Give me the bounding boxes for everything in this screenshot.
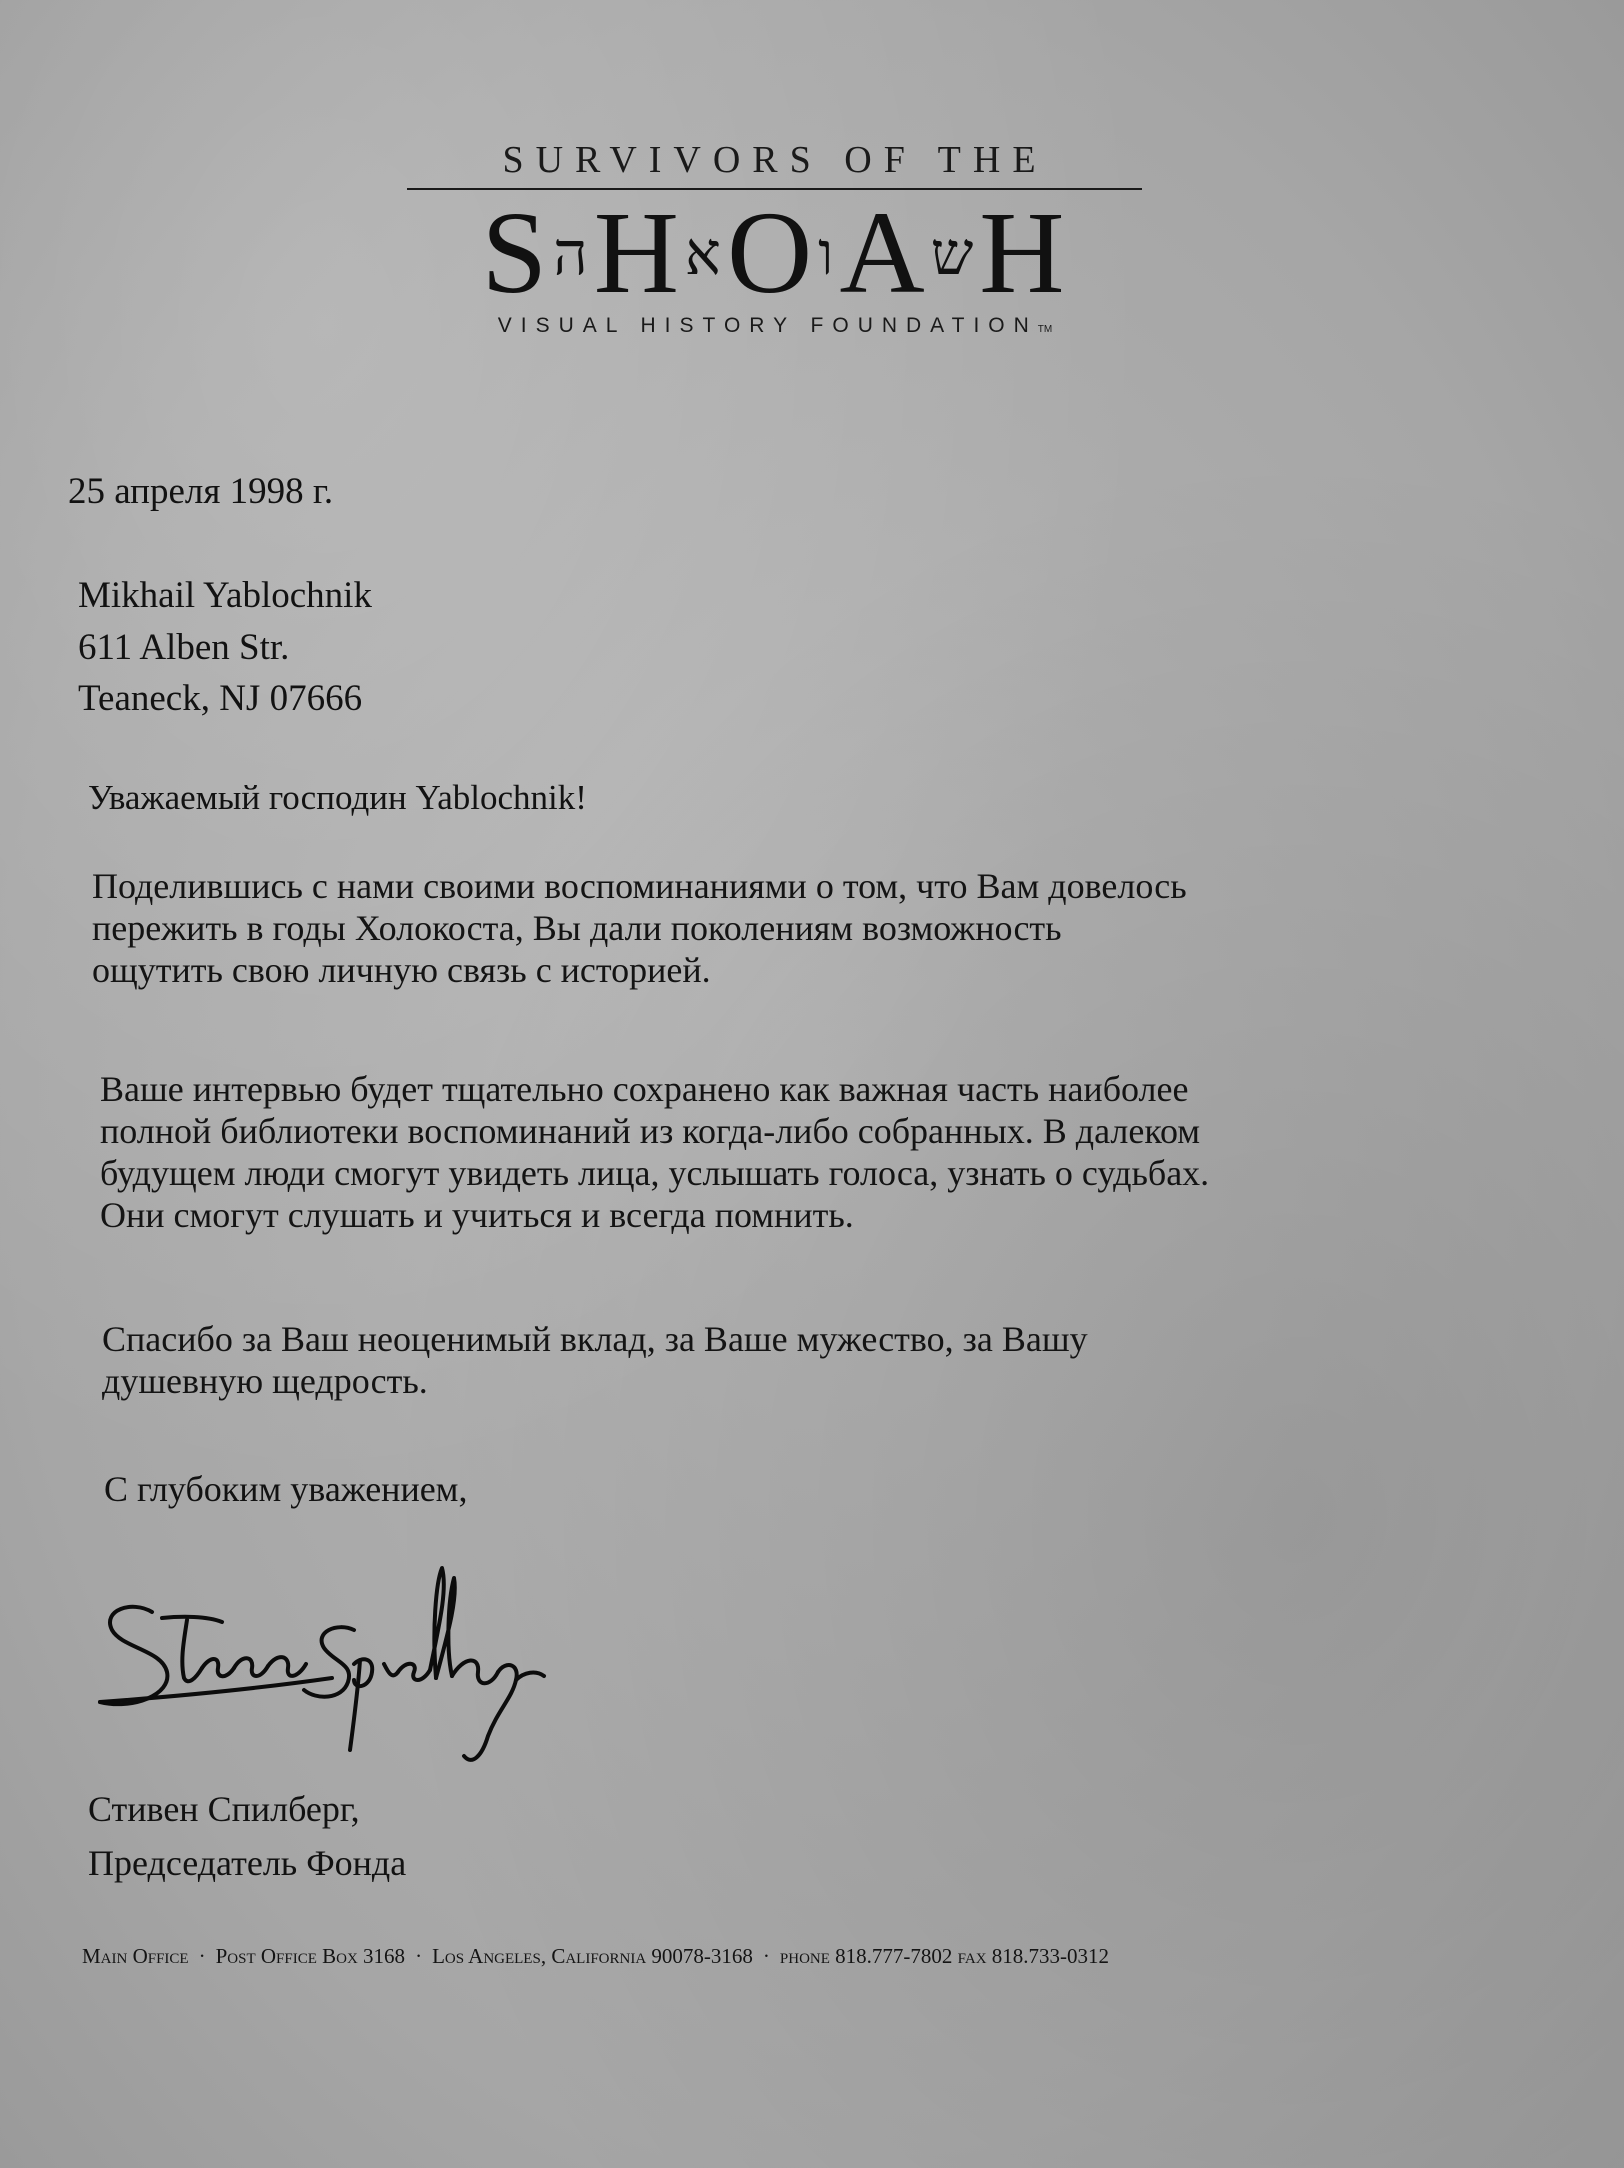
body-paragraph-1 [92, 865, 1187, 991]
recipient-name: Mikhail Yablochnik [78, 575, 372, 616]
paragraph-line: Поделившись с нами своими воспоминаниями о том, что Вам довелось [92, 866, 1187, 906]
footer-phone-fax: phone 818.777-7802 fax 818.733-0312 [779, 1944, 1110, 1968]
letterhead-top-text: SURVIVORS OF THE [502, 139, 1048, 181]
letterhead-footer [82, 1944, 1572, 1969]
letterhead-bottom-text [405, 314, 1145, 338]
body-paragraph-2 [100, 1068, 1209, 1236]
footer-main-office: Main Office [82, 1944, 189, 1968]
wordmark-hebrew-letter: ה [553, 221, 592, 287]
letter-greeting: Уважаемый господин Yablochnik! [88, 778, 587, 817]
letter-date: 25 апреля 1998 г. [68, 471, 334, 512]
footer-separator: · [415, 1944, 423, 1968]
paragraph-line: пережить в годы Холокоста, Вы дали поколениям возможность [92, 908, 1062, 948]
wordmark-letter: H [593, 187, 683, 318]
wordmark-letter: A [839, 187, 929, 318]
wordmark-hebrew-letter: ו [818, 221, 838, 287]
paragraph-line: полной библиотеки воспоминаний из когда-либо собранных. В далеком [100, 1111, 1201, 1151]
wordmark-letter: H [979, 187, 1069, 318]
wordmark-letter: S [481, 187, 552, 318]
footer-po-box: Post Office Box 3168 [215, 1944, 406, 1968]
footer-city: Los Angeles, California 90078-3168 [432, 1944, 753, 1968]
letter-closing: С глубоким уважением, [104, 1469, 468, 1509]
letterhead-shoah-wordmark [405, 188, 1145, 319]
paragraph-line: будущем люди смогут увидеть лица, услышать голоса, узнать о судьбах. [100, 1153, 1210, 1193]
handwritten-signature [92, 1560, 552, 1770]
body-paragraph-3 [102, 1318, 1088, 1402]
wordmark-hebrew-letter: ש [930, 221, 978, 287]
recipient-city: Teaneck, NJ 07666 [78, 678, 363, 719]
footer-separator: · [762, 1944, 770, 1968]
letterhead-foundation-name: VISUAL HISTORY FOUNDATION [497, 314, 1038, 337]
trademark-mark: TM [1037, 324, 1053, 335]
signer-title: Председатель Фонда [88, 1843, 407, 1883]
paragraph-line: Спасибо за Ваш неоценимый вклад, за Ваше мужество, за Вашу [102, 1319, 1088, 1359]
paragraph-line: Ваше интервью будет тщательно сохранено как важная часть наиболее [100, 1069, 1189, 1109]
paragraph-line: душевную щедрость. [102, 1361, 428, 1401]
paragraph-line: Они смогут слушать и учиться и всегда помнить. [100, 1195, 854, 1235]
footer-separator: · [198, 1944, 206, 1968]
recipient-street: 611 Alben Str. [78, 627, 290, 668]
wordmark-letter: O [726, 187, 817, 318]
wordmark-hebrew-letter: א [684, 221, 725, 287]
signer-name: Стивен Спилберг, [88, 1789, 360, 1829]
letterhead-logo [405, 138, 1145, 350]
paragraph-line: ощутить свою личную связь с историей. [92, 950, 711, 990]
